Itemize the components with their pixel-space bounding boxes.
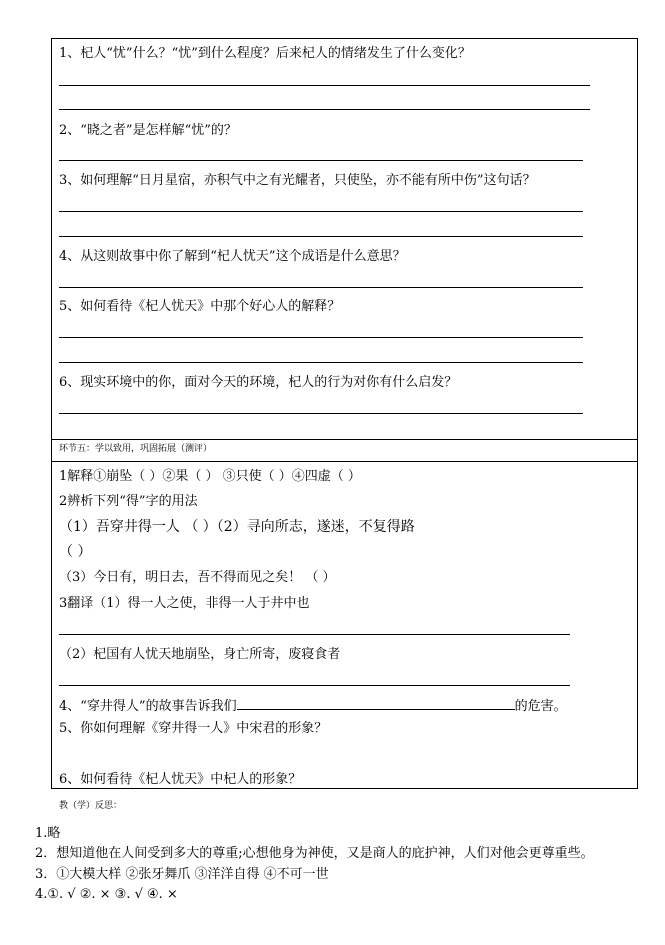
section-divider-bottom [52, 461, 637, 462]
exercise-3b: （2）杞国有人忧天地崩坠，身亡所寄，废寝食者 [59, 647, 341, 662]
answer-line [59, 413, 583, 414]
exercise-2a: （1）吾穿井得一人 （ ）（2）寻向所志，遂迷，不复得路 [59, 519, 415, 535]
question-2: 2、“晓之者”是怎样解“忧”的？ [59, 123, 237, 138]
answer-line [59, 287, 583, 288]
exercise-5: 5、你如何理解《穿井得一人》中宋君的形象？ [59, 721, 328, 736]
answer-line [59, 634, 570, 635]
question-6: 6、现实环境中的你，面对今天的环境，杞人的行为对你有什么启发？ [59, 375, 458, 390]
exercise-2a-cont: （ ） [59, 544, 92, 560]
exercise-3: 3翻译（1）得一人之使，非得一人于井中也 [59, 596, 310, 611]
section-divider-top [52, 439, 637, 440]
answer-line [59, 236, 583, 237]
exercise-2: 2辨析下列“得”字的用法 [59, 494, 198, 509]
exercise-4-suffix: 的危害。 [514, 699, 567, 714]
answer-2: 2．想知道他在人间受到多大的尊重;心想他身为神使，又是商人的庇护神，人们对他会更尊重些。 [35, 846, 594, 861]
answer-line [59, 85, 590, 86]
answer-1: 1.略 [35, 826, 61, 841]
exercise-1: 1解释①崩坠（ ）②果（ ） ③只使（ ）④四虚（ ） [59, 469, 361, 484]
question-5: 5、如何看待《杞人忧天》中那个好心人的解释？ [59, 299, 341, 314]
exercise-4-prefix: 4、“穿井得人”的故事告诉我们 [59, 699, 237, 714]
answer-line [59, 362, 583, 363]
answer-line [59, 211, 583, 212]
fill-blank [237, 697, 515, 710]
answer-3: 3．①大模大样 ②张牙舞爪 ③洋洋自得 ④不可一世 [35, 867, 329, 882]
question-4: 4、从这则故事中你了解到“杞人忧天”这个成语是什么意思？ [59, 249, 406, 264]
question-3: 3、如何理解“日月星宿，亦积气中之有光耀者，只使坠，亦不能有所中伤”这句话？ [59, 173, 536, 188]
exercise-4 [59, 697, 567, 715]
reflection-label: 教（学）反思： [59, 801, 123, 811]
answer-line [59, 685, 570, 686]
answer-line [59, 337, 583, 338]
section-header: 环节五：学以致用，巩固拓展（测评） [59, 444, 213, 454]
answer-line [59, 160, 583, 161]
exercise-2b: （3）今日有，明日去，吾不得而见之矣！ （ ） [59, 570, 336, 585]
exercise-6: 6、如何看待《杞人忧天》中杞人的形象？ [59, 772, 302, 787]
answer-line [59, 109, 590, 110]
question-1: 1、杞人“忧”什么？“忧”到什么程度？后来杞人的情绪发生了什么变化？ [59, 46, 471, 61]
answer-4: 4.①. √ ②. × ③. √ ④. × [35, 887, 178, 902]
